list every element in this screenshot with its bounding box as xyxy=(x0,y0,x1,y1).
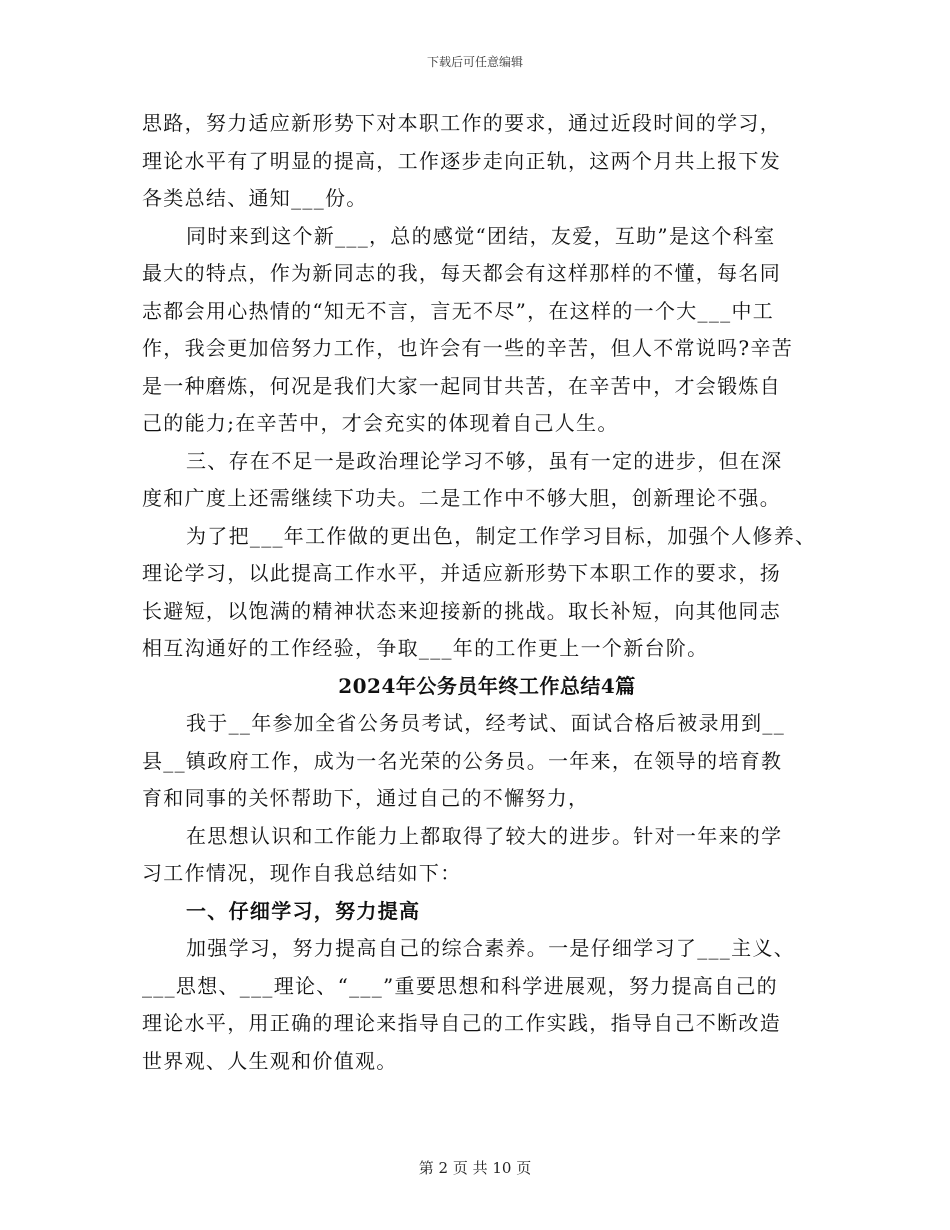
paragraph-first-line: 为了把___年工作做的更出色，制定工作学习目标，加强个人修养、 xyxy=(186,523,817,548)
text-line: 理论学习，以此提高工作水平，并适应新形势下本职工作的要求，扬 xyxy=(142,561,781,585)
page-number: 第 2 页 共 10 页 xyxy=(418,1159,532,1177)
paragraph-first-line: 加强学习，努力提高自己的综合素养。一是仔细学习了___主义、 xyxy=(186,936,795,960)
text-line: 相互沟通好的工作经验，争取___年的工作更上一个新台阶。 xyxy=(142,636,709,660)
text-line: ___思想、___理论、“___”重要思想和科学进展观，努力提高自己的 xyxy=(142,973,778,998)
paragraph-first-line: 在思想认识和工作能力上都取得了较大的进步。针对一年来的学 xyxy=(186,823,783,848)
text-line: 最大的特点，作为新同志的我，每天都会有这样那样的不懂，每名同 xyxy=(142,261,781,285)
paragraph-first-line: 同时来到这个新___，总的感觉“团结，友爱，互助”是这个科室 xyxy=(186,223,776,248)
document-body xyxy=(142,105,832,1080)
text-line: 育和同事的关怀帮助下，通过自己的不懈努力， xyxy=(142,786,590,810)
text-line: 是一种磨炼，何况是我们大家一起同甘共苦，在辛苦中，才会锻炼自 xyxy=(142,373,781,398)
header-note: 下载后可任意编辑 xyxy=(426,55,523,69)
text-line: 县__镇政府工作，成为一名光荣的公务员。一年来，在领导的培育教 xyxy=(142,748,783,773)
text-line: 思路，努力适应新形势下对本职工作的要求，通过近段时间的学习， xyxy=(142,111,781,135)
text-line: 志都会用心热情的“知无不言，言无不尽”，在这样的一个大___中工 xyxy=(142,298,775,323)
subsection-heading: 一、仔细学习，努力提高 xyxy=(186,898,421,923)
text-line: 长避短，以饱满的精神状态来迎接新的挑战。取长补短，向其他同志 xyxy=(142,598,781,623)
text-line: 世界观、人生观和价值观。 xyxy=(142,1048,398,1073)
text-line: 己的能力;在辛苦中，才会充实的体现着自己人生。 xyxy=(142,411,619,435)
text-line: 作，我会更加倍努力工作，也许会有一些的辛苦，但人不常说吗?辛苦 xyxy=(142,336,794,360)
paragraph-first-line: 三、存在不足一是政治理论学习不够，虽有一定的进步，但在深 xyxy=(186,448,783,473)
section-title: 2024年公务员年终工作总结4篇 xyxy=(338,673,636,698)
text-line: 度和广度上还需继续下功夫。二是工作中不够大胆，创新理论不强。 xyxy=(142,486,781,510)
text-line: 习工作情况，现作自我总结如下： xyxy=(142,861,462,885)
text-line: 各类总结、通知___份。 xyxy=(142,186,368,210)
paragraph-first-line: 我于__年参加全省公务员考试，经考试、面试合格后被录用到__ xyxy=(186,711,785,735)
text-line: 理论水平有了明显的提高，工作逐步走向正轨，这两个月共上报下发 xyxy=(142,148,781,173)
text-line: 理论水平，用正确的理论来指导自己的工作实践，指导自己不断改造 xyxy=(142,1011,781,1035)
